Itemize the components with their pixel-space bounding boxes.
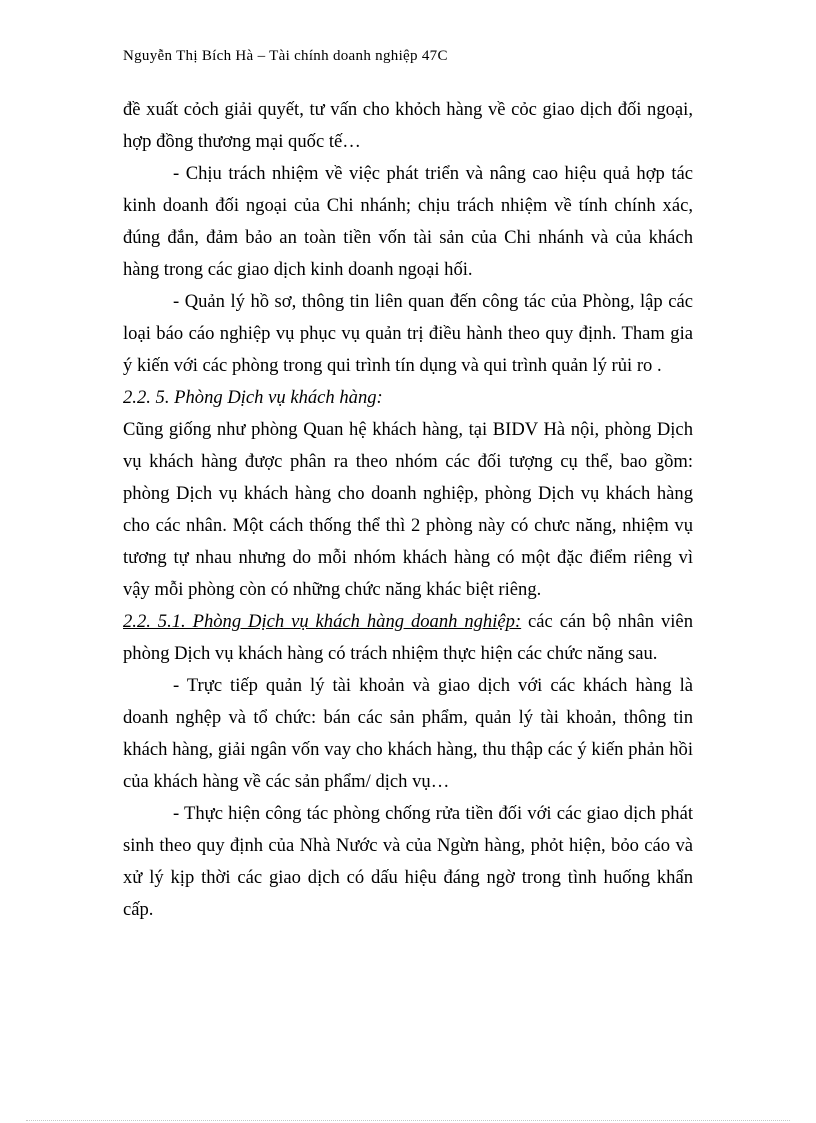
footer-divider (26, 1120, 790, 1121)
page-header: Nguyễn Thị Bích Hà – Tài chính doanh nghiệp 47C (123, 48, 448, 64)
paragraph-account-management: - Trực tiếp quản lý tài khoản và giao dịch với các khách hàng là doanh nghệp và tổ chức: bán các sản phẩm, quản lý tài khoản, thông tin khách hàng, giải ngân vốn vay cho khách hàng, thu thập các ý kiến phản hồi của khách hàng về các sản phẩm/ dịch vụ… (123, 675, 693, 792)
paragraph-enterprise-service (123, 606, 693, 670)
document-body (123, 94, 693, 926)
section-heading-customer-service: 2.2. 5. Phòng Dịch vụ khách hàng: (123, 387, 383, 408)
section-heading-enterprise-service: 2.2. 5.1. Phòng Dịch vụ khách hàng doanh nghiệp: (123, 611, 522, 632)
paragraph-anti-money-laundering: - Thực hiện công tác phòng chống rửa tiền đối với các giao dịch phát sinh theo quy định của Nhà Nước và của Ngừn hàng, phỏt hiện, bỏo cáo và xử lý kịp thời các giao dịch có dấu hiệu đáng ngờ trong tình huống khẩn cấp. (123, 803, 693, 920)
paragraph-responsibility: - Chịu trách nhiệm về việc phát triển và nâng cao hiệu quả hợp tác kinh doanh đối ngoại của Chi nhánh; chịu trách nhiệm về tính chính xác, đúng đắn, đảm bảo an toàn tiền vốn tài sản của Chi nhánh và của khách hàng trong các giao dịch kinh doanh ngoại hối. (123, 163, 693, 280)
paragraph-customer-service-intro: Cũng giống như phòng Quan hệ khách hàng, tại BIDV Hà nội, phòng Dịch vụ khách hàng được phân ra theo nhóm các đối tượng cụ thể, bao gồm: phòng Dịch vụ khách hàng cho doanh nghiệp, phòng Dịch vụ khách hàng cho các nhân. Một cách thống thể thì 2 phòng này có chưc năng, nhiệm vụ tương tự nhau nhưng do mỗi nhóm khách hàng có một đặc điểm riêng vì vậy mỗi phòng còn có những chức năng khác biệt riêng. (123, 419, 693, 600)
paragraph-records-management: - Quản lý hồ sơ, thông tin liên quan đến công tác của Phòng, lập các loại báo cáo nghiệp vụ phục vụ quản trị điều hành theo quy định. Tham gia ý kiến với các phòng trong qui trình tín dụng và qui trình quản lý rủi ro . (123, 291, 693, 376)
paragraph-continuation: đề xuất cỏch giải quyết, tư vấn cho khỏch hàng về cỏc giao dịch đối ngoại, hợp đồng thương mại quốc tế… (123, 99, 693, 152)
enterprise-service-intro: các cán bộ nhân viên phòng Dịch vụ khách hàng có trách nhiệm thực hiện các chức năng sau. (123, 611, 693, 664)
